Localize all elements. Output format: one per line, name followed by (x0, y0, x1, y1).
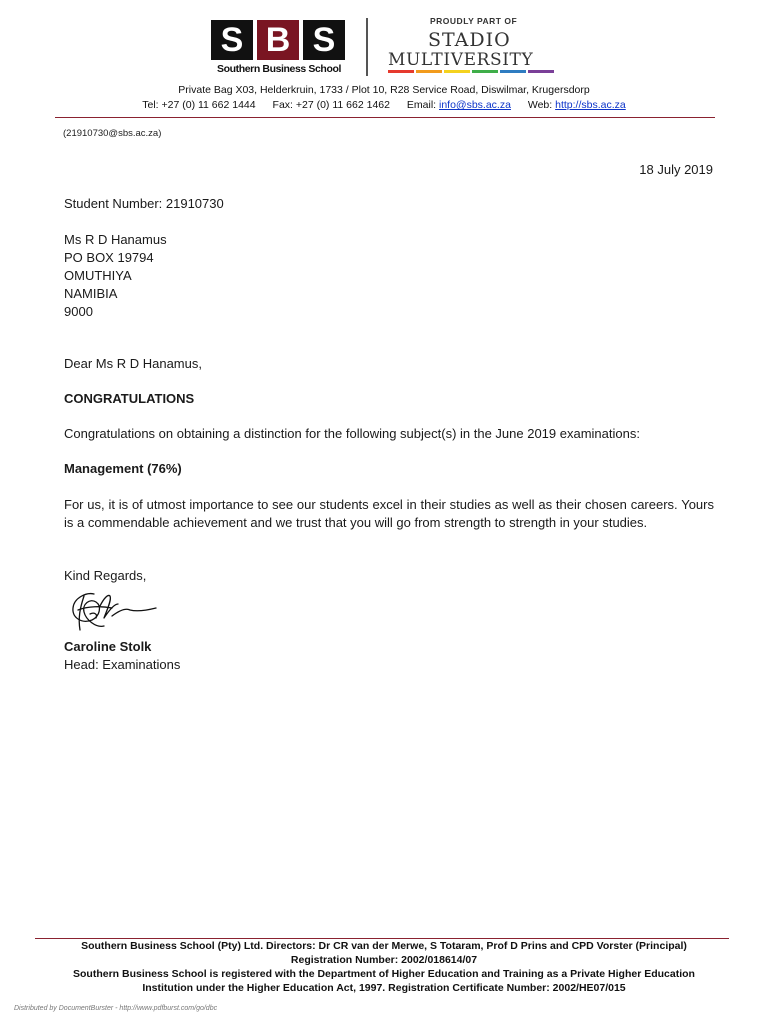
logo-stripe (444, 70, 470, 73)
recipient-address (64, 231, 167, 321)
logo-stripe (472, 70, 498, 73)
congratulations-heading: CONGRATULATIONS (64, 391, 195, 406)
student-number: Student Number: 21910730 (64, 196, 224, 211)
recipient-country: NAMIBIA (64, 286, 118, 301)
partner-name-line1: STADIO (428, 29, 511, 51)
sbs-logo-subtitle: Southern Business School (216, 63, 341, 75)
signatory-title: Head: Examinations (64, 657, 181, 672)
letterhead-address: Private Bag X03, Helderkruin, 1733 / Plot 10, R28 Service Road, Diswilmar, Krugersdorp (178, 84, 590, 96)
intro-paragraph: Congratulations on obtaining a distinction for the following subject(s) in the June 2019 examinations: (64, 426, 640, 441)
email-reference: (21910730@sbs.ac.za) (63, 128, 162, 139)
letterhead-tel: Tel: +27 (0) 11 662 1444 (142, 99, 256, 111)
signatory-name: Caroline Stolk (64, 639, 152, 654)
logo-stripe (388, 70, 414, 73)
letterhead-fax: Fax: +27 (0) 11 662 1462 (272, 99, 390, 111)
logo-stripe (500, 70, 526, 73)
sbs-logo (211, 20, 347, 78)
footer-divider (35, 938, 729, 939)
recipient-town: OMUTHIYA (64, 268, 132, 283)
letterhead-contact (0, 99, 768, 111)
salutation: Dear Ms R D Hanamus, (64, 356, 202, 371)
logo-stripe (416, 70, 442, 73)
recipient-name: Ms R D Hanamus (64, 232, 167, 247)
distribution-note: Distributed by DocumentBurster - http://www.pdfburst.com/go/dbc (14, 1005, 218, 1012)
recipient-po-box: PO BOX 19794 (64, 250, 154, 265)
email-label: Email: (406, 99, 437, 111)
partner-tagline: PROUDLY PART OF (430, 16, 518, 26)
footer-registration-number: Registration Number: 2002/018614/07 (290, 954, 478, 966)
logo-stripe (528, 70, 554, 73)
handwritten-signature (64, 588, 160, 634)
logo-divider (366, 18, 368, 76)
website-link[interactable]: http://sbs.ac.za (555, 99, 626, 111)
header-divider (55, 117, 715, 118)
sbs-logo-letter-b: B (257, 20, 299, 60)
achievement-paragraph: For us, it is of utmost importance to see our students excel in their studies as well as their chosen careers. Yours is a commendable achievement and we trust that you will go from strength to strength in your studies. (64, 497, 714, 530)
partner-name-line2: MULTIVERSITY (388, 50, 534, 70)
footer-directors: Southern Business School (Pty) Ltd. Directors: Dr CR van der Merwe, S Totaram, Prof D Prins and CPD Vorster (Principal) (81, 940, 687, 952)
sbs-logo-letter-s2: S (303, 20, 345, 60)
footer-accreditation-line2: Institution under the Higher Education Act, 1997. Registration Certificate Number: 2002/HE07/015 (142, 982, 626, 994)
distinction-subject: Management (76%) (64, 461, 182, 476)
footer-accreditation-line1: Southern Business School is registered with the Department of Higher Education and Training as a Private Higher Education (73, 968, 695, 980)
recipient-postal-code: 9000 (64, 304, 93, 319)
web-label: Web: (527, 99, 553, 111)
stadio-logo (388, 16, 568, 76)
letter-date: 18 July 2019 (639, 162, 713, 177)
sbs-logo-letter-s: S (211, 20, 253, 60)
email-link[interactable]: info@sbs.ac.za (439, 99, 511, 111)
closing: Kind Regards, (64, 568, 147, 583)
